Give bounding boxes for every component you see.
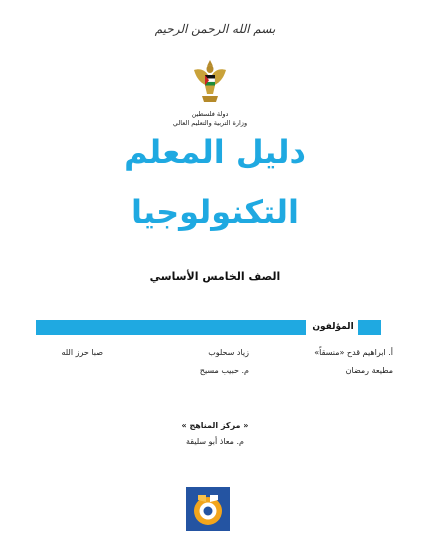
authors-heading: المؤلفون [312,322,354,332]
ministry-block [110,110,310,128]
curriculum-center-logo-icon [186,487,230,531]
curriculum-center-heading: « مركز المناهج » [181,421,249,430]
curriculum-center-director: م. معاذ أبو سليقة [186,437,244,446]
author-name: م. حبيب مسيح [199,366,249,375]
state-name: دولة فلسطين [191,110,229,118]
author-name: مطيعة رمضان [345,366,393,375]
author-name: أ. ابراهيم قدح «منسقاً» [314,348,393,357]
palestine-eagle-emblem-icon [190,58,230,106]
title-line-2: التكنولوجيا [131,193,299,231]
author-name: زياد سحلوب [208,348,249,357]
basmala: بسم الله الرحمن الرحيم [154,22,276,36]
ministry-name: وزارة التربية والتعليم العالي [172,119,248,127]
author-name: صبا حرز الله [61,348,103,357]
authors-bar-right [358,320,381,335]
title-line-1: دليل المعلم [124,133,306,171]
authors-bar-left [36,320,306,335]
grade-label: الصف الخامس الأساسي [149,270,281,283]
